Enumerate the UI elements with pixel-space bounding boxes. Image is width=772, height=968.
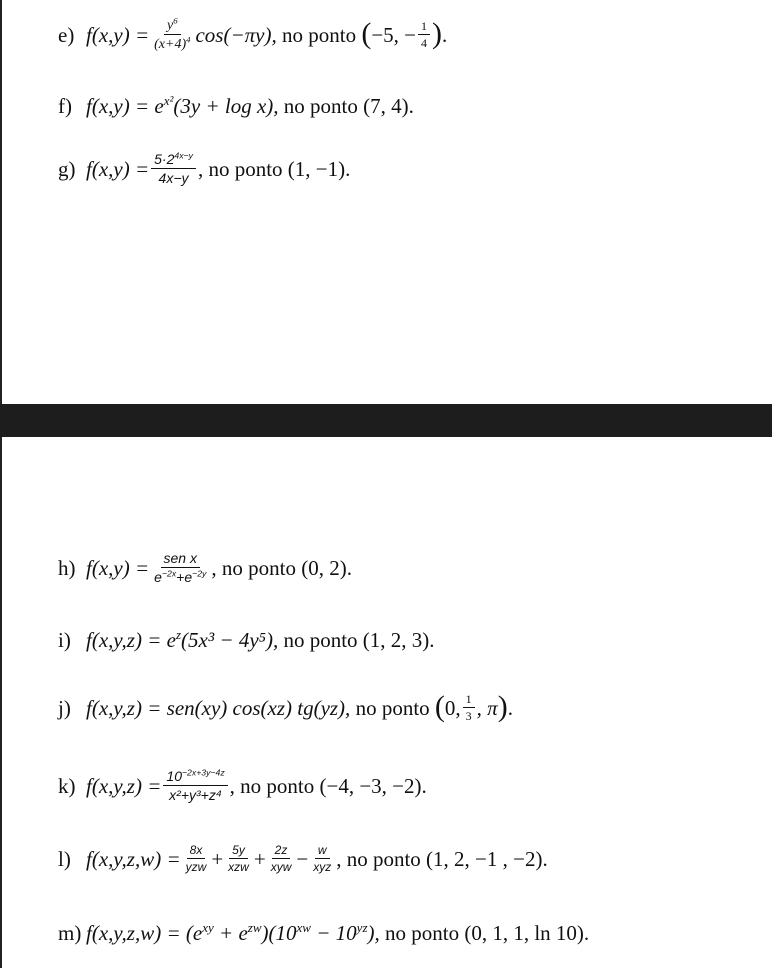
fraction-term-4: $\frac{w}{\text{xyz}}$ [313, 843, 332, 875]
denominator: x²+y³+z⁴ [169, 787, 222, 804]
fraction-term-3: $\frac{2z}{\text{xyw}}$ [270, 843, 292, 875]
item-label: l) [58, 846, 71, 871]
function-lhs: $f(x,y,z) = e^z$ [86, 627, 182, 652]
point-coords: 0, [444, 695, 461, 720]
fraction [151, 15, 193, 53]
denominator: $(x+4)^4$ [154, 34, 191, 53]
numerator: $5\cdot 2^{4x-y}$ [151, 152, 196, 169]
function-lhs: $f(x,y,z,w) = (e^{xy} + e^{zw})(10^{xw} - 10^{yz})$, [86, 920, 380, 945]
item-label: j) [58, 695, 71, 720]
point-text: no ponto [281, 22, 357, 47]
point-coords: −5, − [371, 22, 417, 47]
item-label: f) [58, 94, 72, 118]
function-lhs: f(x,y) = [86, 156, 150, 181]
function-lhs: f(x,y,z,w) = [86, 846, 181, 871]
function-lhs: f(x,y,z) = sen(xy) cos(xz) tg(yz), [86, 695, 351, 720]
page-top [0, 0, 772, 404]
equation-m [58, 920, 590, 945]
point-text: , no ponto (−4, −3, −2). [229, 773, 427, 798]
function-lhs: f(x,y) = [86, 555, 150, 580]
page-separator [0, 404, 772, 437]
point-fraction: $\frac{1}{3}$ [463, 693, 475, 723]
item-label: k) [58, 773, 76, 798]
item-label: g) [58, 156, 76, 181]
point-text: no ponto (0, 1, 1, ln 10). [385, 921, 590, 945]
equation-l: l) f(x,y,z,w) = $\frac{8x}{\text{yzw}}$ + $\frac{5y}{\text{xzw}}$ + $\frac{2z}{\text{xyw}}$ − $\frac{w}{\text{xyz}}$ , no ponto (1, 2, −1 , −2). [58, 843, 548, 875]
page-edge [0, 437, 2, 968]
point-text: no ponto [355, 695, 430, 720]
fraction [151, 551, 209, 586]
function-lhs: $f(x,y) = e^{x^2}$ [86, 93, 174, 118]
fraction-term-1: $\frac{8x}{\text{yzw}}$ [185, 843, 207, 875]
item-label: h) [58, 555, 76, 580]
function-lhs: f(x,y) = [86, 22, 150, 47]
equation-e: e) f(x,y) = $\frac{y^6}{(x+4)^4}$ cos(−πy), no ponto ( −5, − $\frac{1}{4}$ ) . [58, 15, 448, 53]
numerator: $10^{-2x+3y-4z}$ [163, 769, 227, 786]
denominator: 4x−y [158, 170, 189, 187]
equation-j: j) f(x,y,z) = sen(xy) cos(xz) tg(yz), no ponto ( 0, $\frac{1}{3}$ , π ) . [58, 690, 513, 724]
equation-h [58, 551, 352, 586]
point-text: no ponto (7, 4). [283, 94, 414, 118]
equation-f [58, 93, 414, 118]
item-label: m) [58, 921, 82, 945]
numerator: $y^6$ [164, 18, 181, 35]
function-lhs: f(x,y,z) = [86, 773, 162, 798]
function-rhs: (3y + log x), [173, 94, 279, 118]
point-text: , no ponto (1, 2, −1 , −2). [336, 846, 548, 871]
function-rhs: (5x³ − 4y⁵), [181, 628, 279, 652]
page-bottom [0, 437, 772, 968]
equation-k [58, 769, 427, 804]
numerator: sen x [161, 551, 200, 568]
denominator: $e^{-2x}+e^{-2y}$ [154, 568, 207, 586]
page-edge [0, 0, 2, 404]
point-fraction: $\frac{1}{4}$ [418, 20, 430, 50]
fraction [151, 152, 196, 187]
point-text: , no ponto (1, −1). [197, 156, 351, 181]
fraction [163, 769, 227, 804]
fraction-term-2: $\frac{5y}{\text{xzw}}$ [228, 843, 249, 875]
equation-i [58, 627, 435, 652]
item-label: e) [58, 22, 75, 47]
item-label: i) [58, 628, 71, 652]
function-rhs: cos(−πy), [195, 22, 277, 47]
equation-g [58, 152, 350, 187]
point-text: no ponto (1, 2, 3). [283, 628, 435, 652]
point-text: , no ponto (0, 2). [211, 555, 352, 580]
